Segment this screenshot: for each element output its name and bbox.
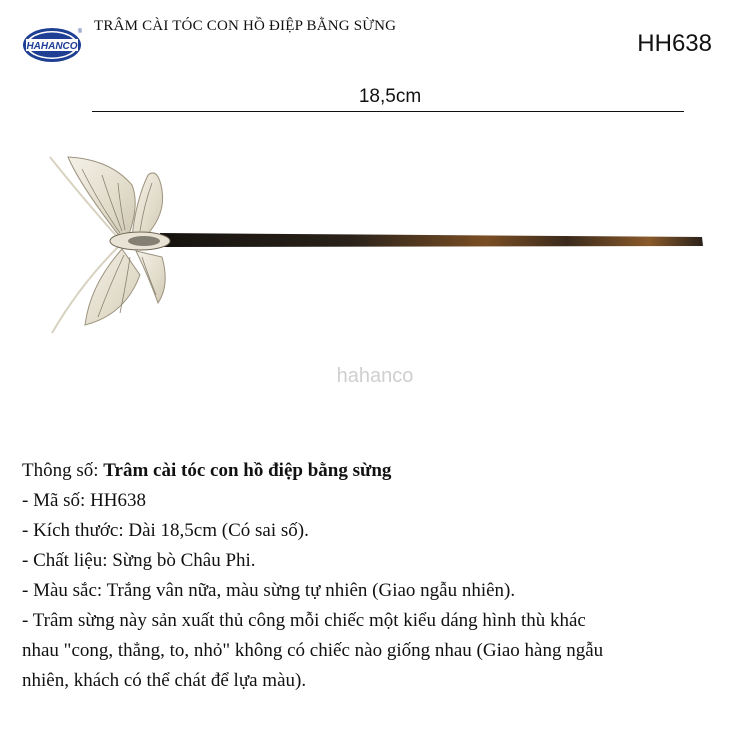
spec-note-line3: nhiên, khách có thể chát để lựa màu). bbox=[22, 670, 307, 691]
brand-logo bbox=[22, 26, 84, 64]
spec-note-line1: - Trâm sừng này sản xuất thủ công mỗi chiếc một kiểu dáng hình thù khác bbox=[22, 610, 586, 631]
hairpin-stick bbox=[160, 233, 703, 247]
butterfly-lower-wing bbox=[85, 249, 140, 325]
length-label: 18,5cm bbox=[358, 86, 422, 107]
butterfly-hairpin-image bbox=[40, 145, 720, 345]
spec-color: - Màu sắc: Trắng vân nữa, màu sừng tự nhiên (Giao ngẫu nhiên). bbox=[22, 580, 516, 601]
product-code: HH638 bbox=[637, 30, 712, 57]
spec-code: - Mã số: HH638 bbox=[22, 490, 147, 511]
product-specs bbox=[22, 456, 750, 696]
butterfly-lower-wing bbox=[136, 251, 165, 303]
butterfly-upper-wing bbox=[68, 157, 135, 237]
logo-registered-mark: ® bbox=[77, 29, 83, 35]
measurement-line bbox=[92, 111, 684, 112]
spec-note-line2: nhau "cong, thẳng, to, nhỏ" không có chiếc nào giống nhau (Giao hàng ngẫu bbox=[22, 640, 604, 661]
logo-text: HAHANCO bbox=[26, 41, 78, 52]
specs-heading-label: Thông số: bbox=[22, 460, 104, 481]
specs-heading-value: Trâm cài tóc con hồ điệp bằng sừng bbox=[103, 460, 392, 481]
spec-material: - Chất liệu: Sừng bò Châu Phi. bbox=[22, 550, 256, 571]
watermark: hahanco bbox=[336, 365, 414, 387]
butterfly-upper-wing bbox=[132, 173, 163, 237]
specs-heading bbox=[22, 456, 750, 486]
header-title: TRÂM CÀI TÓC CON HỒ ĐIỆP BẰNG SỪNG bbox=[94, 18, 397, 34]
spec-size: - Kích thước: Dài 18,5cm (Có sai số). bbox=[22, 520, 309, 541]
